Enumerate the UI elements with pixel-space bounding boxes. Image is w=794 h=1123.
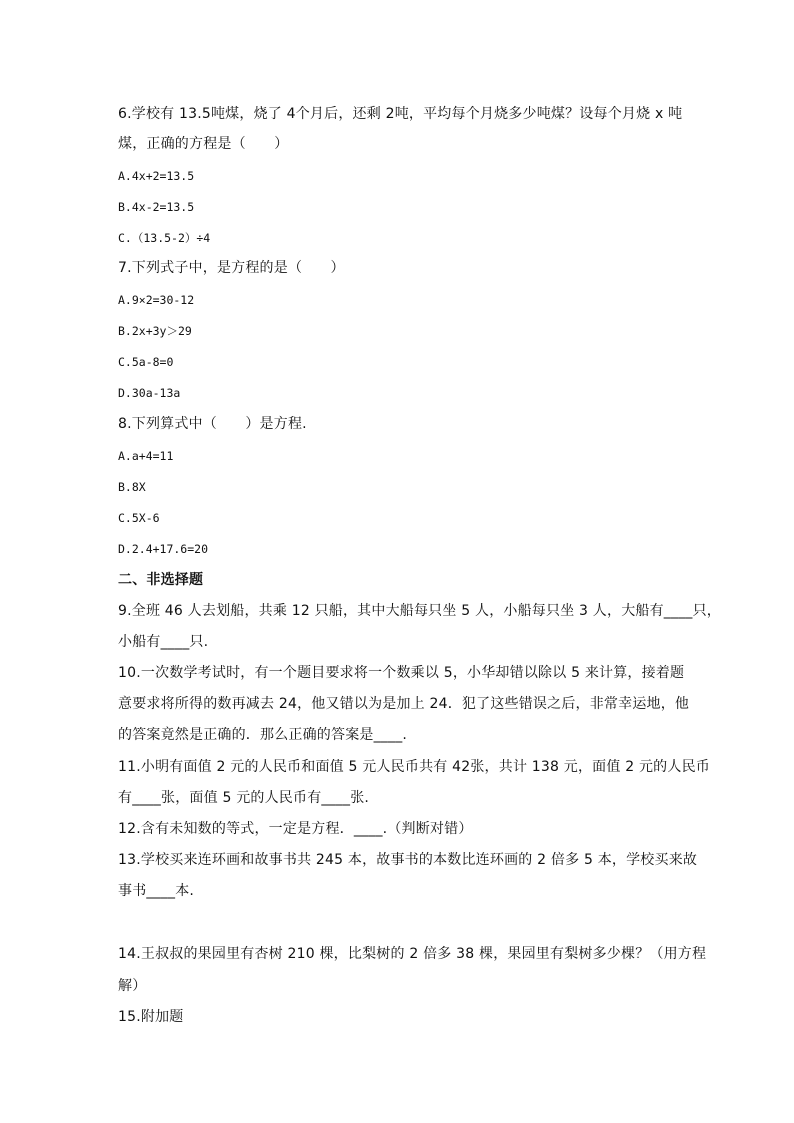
q8-stem: 8.下列算式中（ ）是方程.: [118, 416, 307, 432]
q7-option-c: C.5a-8=0: [118, 355, 174, 369]
q6-option-b: B.4x-2=13.5: [118, 200, 195, 214]
q6-option-c: C.（13.5-2）÷4: [118, 231, 211, 245]
q6-option-a: A.4x+2=13.5: [118, 169, 195, 183]
q13-line2: 事书____本.: [118, 883, 195, 899]
q7-option-b: B.2x+3y＞29: [118, 324, 192, 338]
q8-option-d: D.2.4+17.6=20: [118, 542, 209, 556]
q9-line1: 9.全班 46 人去划船，共乘 12 只船，其中大船每只坐 5 人，小船每只坐 3 人，大船有____只，: [118, 603, 722, 619]
q7-option-a: A.9×2=30-12: [118, 293, 195, 307]
q6-stem-line2: 煤，正确的方程是（ ）: [118, 136, 289, 152]
q10-line1: 10.一次数学考试时，有一个题目要求将一个数乘以 5，小华却错以除以 5 来计算，接着题: [118, 665, 685, 681]
section-heading: 二、非选择题: [118, 572, 204, 588]
q9-line2: 小船有____只.: [118, 634, 209, 650]
q7-option-d: D.30a-13a: [118, 386, 181, 400]
q10-line2: 意要求将所得的数再减去 24，他又错以为是加上 24．犯了这些错误之后，非常幸运地，他: [118, 696, 690, 712]
q14-line2: 解）: [118, 978, 147, 994]
q15-line1: 15.附加题: [118, 1009, 184, 1025]
q11-line2: 有____张，面值 5 元的人民币有____张.: [118, 790, 370, 806]
q11-line1: 11.小明有面值 2 元的人民币和面值 5 元人民币共有 42张，共计 138 元，面值 2 元的人民币: [118, 759, 710, 775]
q6-stem-line1: 6.学校有 13.5吨煤，烧了 4个月后，还剩 2吨，平均每个月烧多少吨煤？设每个月烧 x 吨: [118, 106, 683, 122]
q7-stem: 7.下列式子中，是方程的是（ ）: [118, 260, 345, 276]
q8-option-b: B.8X: [118, 480, 146, 494]
q8-option-a: A.a+4=11: [118, 449, 174, 463]
q12-line1: 12.含有未知数的等式，一定是方程．____.（判断对错）: [118, 821, 473, 837]
q10-line3: 的答案竟然是正确的．那么正确的答案是____.: [118, 727, 408, 743]
q8-option-c: C.5X-6: [118, 511, 160, 525]
q13-line1: 13.学校买来连环画和故事书共 245 本，故事书的本数比连环画的 2 倍多 5 本，学校买来故: [118, 852, 698, 868]
q14-line1: 14.王叔叔的果园里有杏树 210 棵，比梨树的 2 倍多 38 棵，果园里有梨树多少棵？（用方程: [118, 946, 707, 962]
